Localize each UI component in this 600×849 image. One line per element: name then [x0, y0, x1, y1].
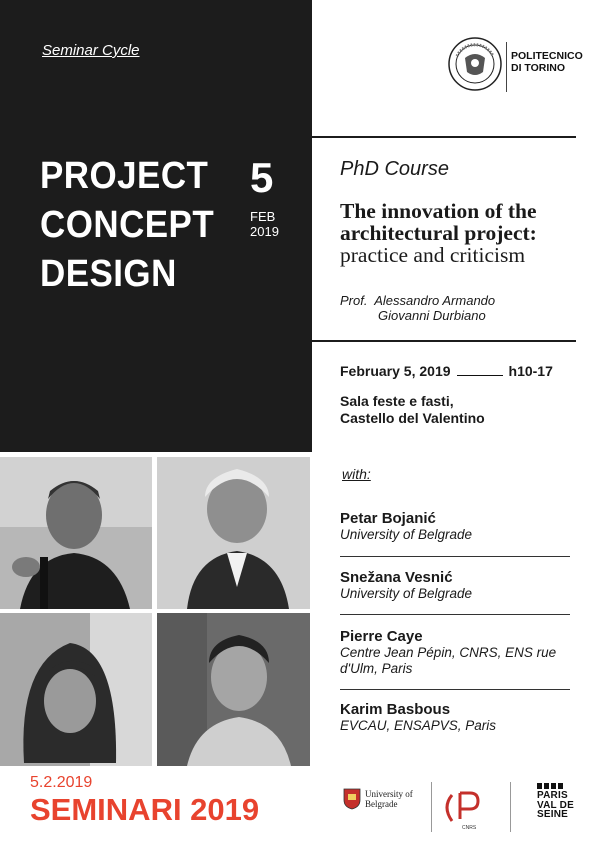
course-type: PhD Course	[340, 158, 449, 180]
speaker-item	[340, 569, 570, 602]
seminar-date: 5.2.2019	[30, 774, 93, 791]
logo-divider	[510, 782, 511, 832]
speaker-affiliation: University of Belgrade	[340, 527, 473, 542]
speakers-label: with:	[342, 466, 371, 482]
professor-name: Alessandro Armando	[374, 293, 496, 308]
divider-rule	[312, 136, 576, 138]
belgrade-crest-icon	[343, 788, 361, 810]
speaker-name: Karim Basbous	[340, 701, 451, 718]
professors	[340, 293, 495, 323]
title-line: CONCEPT	[40, 204, 215, 246]
title-line: DESIGN	[40, 253, 177, 295]
event-venue: Sala feste e fasti, Castello del Valentino	[340, 393, 485, 426]
speaker-photo	[0, 613, 152, 766]
speaker-name: Petar Bojanić	[340, 510, 436, 527]
speaker-affiliation: EVCAU, ENSAPVS, Paris	[340, 718, 497, 733]
event-time: h10-17	[508, 363, 553, 379]
main-title	[40, 152, 214, 299]
prof-label: Prof.	[340, 293, 368, 308]
speaker-name: Snežana Vesnić	[340, 569, 453, 586]
event-date: February 5, 2019	[340, 363, 451, 379]
speaker-affiliation: Centre Jean Pépin, CNRS, ENS rue d'Ulm, Paris	[340, 645, 557, 676]
speaker-item	[340, 701, 570, 734]
speaker-name: Pierre Caye	[340, 628, 423, 645]
speaker-affiliation: University of Belgrade	[340, 586, 473, 601]
speaker-item	[340, 628, 570, 677]
title-line: PROJECT	[40, 155, 209, 197]
university-belgrade-logo: University of Belgrade	[343, 788, 413, 810]
speaker-separator	[340, 614, 570, 615]
speaker-separator	[340, 689, 570, 690]
date-month: FEB	[250, 209, 276, 224]
date-year: 2019	[250, 224, 279, 239]
logo-divider	[506, 42, 507, 92]
pvs-bars-icon	[537, 783, 563, 789]
logo-divider	[431, 782, 432, 832]
speaker-photo	[157, 457, 310, 609]
divider-rule	[246, 340, 576, 342]
politecnico-seal-icon	[447, 36, 503, 92]
speaker-separator	[340, 556, 570, 557]
course-title: The innovation of the architectural project: practice and criticism	[340, 199, 537, 267]
svg-text:CNRS: CNRS	[462, 825, 477, 831]
professor-name: Giovanni Durbiano	[378, 308, 486, 323]
seminar-cycle-label: Seminar Cycle	[42, 42, 140, 59]
seminar-series-title: SEMINARI 2019	[30, 792, 260, 827]
speaker-item	[340, 510, 570, 543]
event-datetime	[340, 363, 553, 379]
centre-jean-pepin-logo	[438, 785, 494, 831]
speaker-photo	[0, 457, 152, 609]
politecnico-name: POLITECNICO DI TORINO	[511, 50, 583, 74]
speaker-photo	[157, 613, 310, 766]
paris-val-de-seine-logo: PARIS VAL DE SEINE	[537, 783, 574, 820]
date-day: 5	[250, 154, 274, 201]
